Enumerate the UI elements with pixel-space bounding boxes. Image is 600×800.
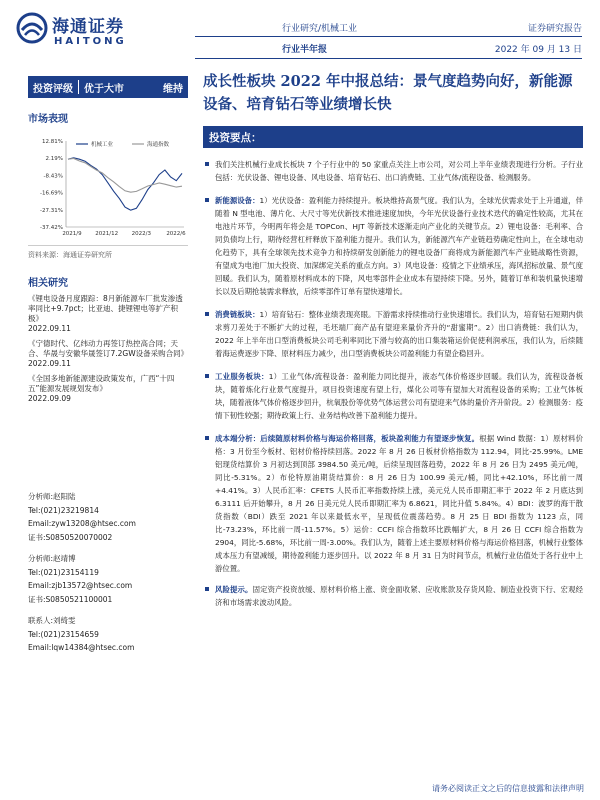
chart-y-tick-label: 12.81% [42, 139, 63, 145]
analyst-name: 联系人:刘绮雯 [28, 616, 76, 625]
analyst-name: 分析师:赵靖博 [28, 554, 76, 563]
analyst-card [28, 552, 188, 606]
chart-x-tick-label: 2022/6 [166, 231, 186, 237]
key-point-text: 根据 Wind 数据：1）原材料价格：3 月份至今板材、铝材价格持续回落。2022 年 8 月 26 日板材价格指数为 112.94，同比-25.99%。LME 铝现货结算价 3 月初达到顶部 3984.50 美元/吨，后续呈现回落趋势，2022 年 8 月 26 日为 2495 美元/吨，同比-5.31%。2）布伦特原油期货结算价：8 月 26 日为 100.99 美元/桶，同比+42.10%，环比前一周+4.41%。3）人民币汇率：CFETS 人民币汇率指数持续上涨，美元兑人民币即期汇率于 2022 年 2 月底达到 6.3111 后开始攀升，8 月 26 日美元兑人民币即期汇率为 6.8621，同比升值 5.84%。4）BDI：波罗的海干散货指数（BDI）跌至 2021 年以来最低水平，呈现低位震荡趋势。8 月 25 日 BDI 指数为 1123 点，同比-73.23%，环比前一周-11.57%。5）运价：CCFI 综合指数环比跌幅扩大，8 月 26 日 CCFI 综合指数为 2904，同比-5.68%，环比前一周-3.00%。我们认为，随着上述主要原材料价格与海运价格回落，机械行业整体成本压力有望减缓，期待盈利能力逐步回升。以 2022 年 8 月 31 日为时间节点，机械行业估值处于各行业中上游位置。 [215, 434, 583, 573]
footer-disclaimer: 请务必阅读正文之后的信息披露和法律声明 [432, 784, 584, 793]
related-item[interactable] [28, 374, 188, 404]
key-point-text: 1）工业气体/流程设备：盈利能力同比提升，液态气体价格逐步回暖。我们认为，流程设备板块，随着炼化行业景气度提升，项目投资速度有望上行，煤化公司等有望加大对流程设备的采购；工业气体板块，随着液体气体价格逐步回升，杭氧股份等优势气体运营公司有望迎来气体的量价齐升阶段。2）检测服务：疫情下韧性较强；期待政策上行、业务结构改善下盈利能力提升。 [215, 372, 583, 420]
key-point-item [203, 308, 583, 360]
haitong-logo-icon [16, 12, 48, 44]
chart-x-tick-label: 2021/9 [62, 231, 82, 237]
market-chart-svg [28, 131, 188, 241]
key-point-lead: 风险提示。 [215, 585, 253, 594]
key-point-text: 我们关注机械行业成长板块 7 个子行业中的 50 家重点关注上市公司，对公司上半年业绩表现进行分析。子行业包括：光伏设备、锂电设备、风电设备、培育钻石、出口消费链、工业气体/流程设备、检测服务。 [215, 160, 583, 182]
report-type: 行业半年报 [282, 45, 328, 55]
analyst-email[interactable]: Email:zjb13572@htsec.com [28, 581, 133, 590]
analyst-email[interactable]: Email:zyw13208@htsec.com [28, 519, 136, 528]
related-item-date: 2022.09.09 [28, 394, 71, 403]
related-research-title: 相关研究 [28, 278, 68, 289]
key-point-text: 固定资产投资放缓、原材料价格上涨、资金面收紧、应收账款及存货风险、制造业投资下行、宏观经济和市场需求波动风险。 [215, 585, 583, 607]
analyst-name: 分析师:赵阳陆 [28, 492, 76, 501]
chart-x-tick-label: 2022/3 [131, 231, 152, 237]
report-date: 2022 年 09 月 13 日 [494, 45, 582, 55]
rating-value: 优于大市 [84, 83, 124, 95]
analyst-cert: 证书:S0850520070002 [28, 532, 113, 542]
main-content [203, 70, 583, 609]
chart-legend-label: 海通指数 [147, 142, 170, 148]
chart-legend-label: 机械工业 [91, 142, 114, 148]
key-point-lead: 工业服务板块： [215, 372, 269, 381]
sidebar [28, 76, 188, 404]
chart-x-tick-label: 2021/12 [95, 231, 119, 237]
analyst-cert: 证书:S0850521100001 [28, 594, 113, 604]
chart-series-line [68, 159, 182, 193]
analyst-email[interactable]: Email:lqw14384@htsec.com [28, 643, 135, 652]
header-divider [195, 36, 582, 37]
key-point-item [203, 194, 583, 298]
related-item-title[interactable]: 《锂电设备月度跟踪：8月新能源车厂批发渗透率同比+9.7pct；比亚迪、捷锂锂电等扩产积极》 [28, 294, 183, 323]
haitong-logo [16, 10, 146, 54]
page-header [0, 0, 600, 60]
logo-english-name: HAITONG [54, 36, 127, 47]
rating-status: 维持 [163, 83, 183, 95]
analyst-tel: Tel:(021)23219814 [28, 505, 99, 515]
report-label: 证券研究报告 [527, 24, 582, 34]
related-item[interactable] [28, 339, 188, 369]
chart-y-tick-label: -8.43% [43, 173, 63, 180]
related-research-list [28, 294, 188, 404]
key-point-item [203, 370, 583, 422]
related-item-title[interactable]: 《全国多地新能源建设政策发布，广西“十四五”能源发展规划发布》 [28, 374, 175, 393]
related-item-date: 2022.09.11 [28, 324, 71, 333]
rating-label: 投资评级 [33, 83, 73, 95]
key-points-header: 投资要点： [203, 126, 583, 148]
key-point-lead: 新能源设备： [215, 196, 260, 205]
key-point-item [203, 583, 583, 609]
market-chart [28, 131, 188, 241]
chart-source: 资料来源：海通证券研究所 [28, 245, 188, 260]
chart-y-tick-label: -37.42% [40, 225, 63, 231]
chart-y-tick-label: 2.19% [45, 156, 63, 163]
key-point-text: 1）培育钻石：整体业绩表现亮眼。下游需求持续推动行业快速增长。我们认为，培育钻石短期内供求剪刀差处于不断扩大的过程，毛坯端厂商产品有望迎来量价齐升的“甜蜜期”。2）出口消费链：我们认为，2022 年上半年出口型消费板块公司毛利率同比下滑与较高的出口集装箱运价促使利润承压，我们认为，后续随着海运费逐步下降、原材料压力减少，出口型消费板块公司盈利能力有望企稳回升。 [215, 310, 583, 358]
chart-y-tick-label: -16.69% [40, 190, 63, 197]
key-point-item [203, 432, 583, 575]
logo-chinese-name: 海通证券 [52, 17, 124, 37]
analyst-card [28, 490, 188, 544]
related-item[interactable] [28, 294, 188, 334]
related-item-date: 2022.09.11 [28, 359, 71, 368]
key-point-item [203, 158, 583, 184]
related-item-title[interactable]: 《宁德时代、亿纬动力再签订热控高合同；天合、华晟与安徽华晟签订7.2GW设备采购合同》 [28, 339, 189, 358]
key-point-text: 1）光伏设备：盈利能力持续提升。板块维持高景气度。我们认为，全球光伏需求处于上升通道，伴随着 N 型电池、薄片化、大尺寸等光伏新技术推进速度加快，今年光伏设备行业技术迭代的确定性较高，尤其在电池片环节，今明两年将会是 TOPCon、HJT 等新技术逐渐走向产业化的关键节点。2）锂电设备：毛利率、合同负债均上行，期待经营杠杆释放下盈利能力提升。我们认为，新能源汽车产业链趋势确定性向上，在全球电动化趋势下，具有全球领先技术竞争力和持续研发创新能力的锂电设备厂商将成为新能源汽车产业链战略性资源，有望成为电池厂加大投资、加深绑定关系的重点方向。3）风电设备：疫情之下业绩承压，海风招标放量、景气度回暖。我们认为，随着原材料成本的下降，风电零部件企业成本有望持续下降。另外，随着订单和装机量快速增长以及后期抢装需求释放，后续零部件订单有望快速增长。 [215, 196, 583, 296]
chart-y-tick-label: -27.31% [40, 207, 63, 214]
analyst-tel: Tel:(021)23154119 [28, 567, 99, 577]
report-title: 成长性板块 2022 年中报总结：景气度趋势向好，新能源设备、培育钻石等业绩增长快 [203, 73, 573, 113]
report-category: 行业研究/机械工业 [282, 24, 358, 34]
analyst-card [28, 614, 188, 655]
key-point-lead: 成本端分析：后续随原材料价格与海运价格回落，板块盈利能力有望逐步恢复。 [215, 434, 480, 443]
key-point-lead: 消费链板块： [215, 310, 260, 319]
market-performance-title: 市场表现 [28, 114, 68, 125]
header-divider-bottom [195, 58, 582, 59]
rating-bar [28, 76, 188, 98]
analyst-tel: Tel:(021)23154659 [28, 629, 99, 639]
analyst-list [28, 490, 188, 663]
